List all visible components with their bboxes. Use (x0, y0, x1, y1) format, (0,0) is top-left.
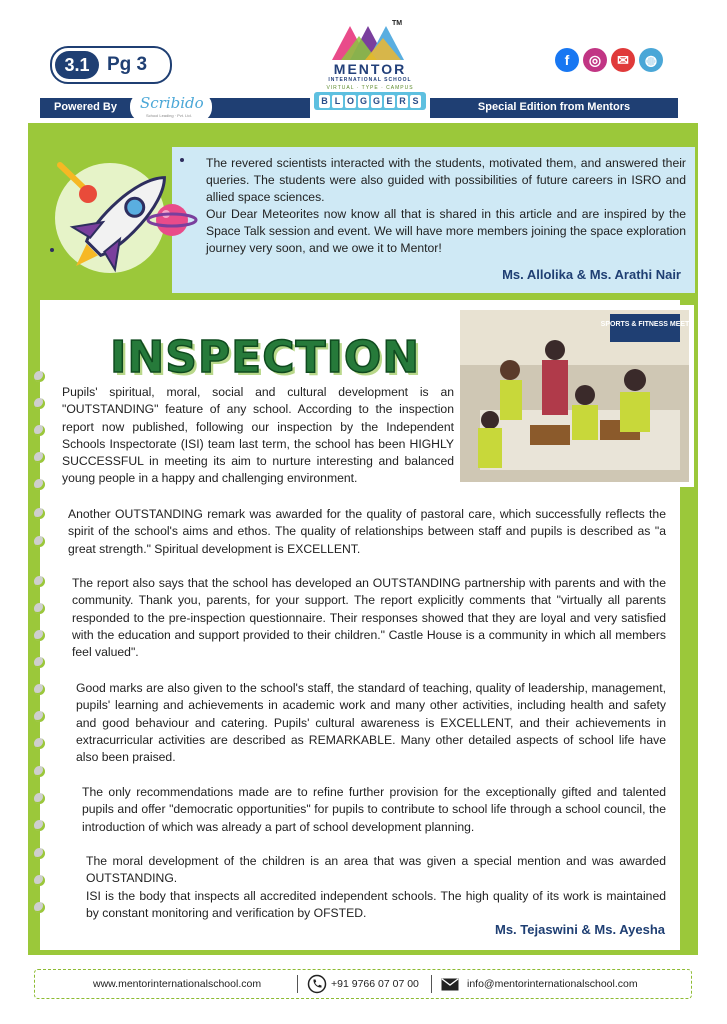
logo-tagline: VIRTUAL · TYPE · CAMPUS (326, 85, 414, 91)
binder-holes (30, 368, 52, 928)
space-talk-text (206, 155, 686, 257)
binder-hole (34, 738, 45, 749)
instagram-icon[interactable]: ◎ (583, 48, 607, 72)
binder-hole (34, 452, 45, 463)
binder-hole (34, 630, 45, 641)
paragraph-text: The only recommendations made are to refine further provision for the exceptionally gifted and talented pupils and offer "democratic opportunities" for pupils to contribute to school life through a school council, the introduction of which was already a part of school development planning. (82, 785, 666, 834)
binder-hole (34, 425, 45, 436)
edition-label: Special Edition from Mentors (477, 101, 631, 113)
binder-hole (34, 603, 45, 614)
binder-hole (34, 875, 45, 886)
logo-wordmark: MENTOR (333, 61, 407, 77)
paragraph-text: ISI is the body that inspects all accredited independent schools. The high quality of its work is maintained by constant monitoring and verification by OFSTED. (86, 888, 666, 920)
email-icon[interactable]: ✉ (611, 48, 635, 72)
paragraph-text: Good marks are also given to the school's staff, the standard of teaching, quality of leadership, management, pupils' learning and achievements in academic work and many other activities, including health and safety and good behaviour and catering. Pupils' cultural awareness is EXCELLENT, and their achievements in extracurricular activities are described as REMARKABLE. Many other detailed aspects of school life have also been praised. (76, 681, 666, 765)
scribido-logo (130, 92, 212, 122)
binder-hole (34, 657, 45, 668)
powered-by-label: Powered By (54, 101, 117, 113)
powered-by-bar (40, 94, 310, 118)
footer-divider (297, 975, 298, 993)
bloggers-letter: G (359, 95, 367, 106)
mentor-logo (310, 20, 430, 120)
inspection-author: Ms. Tejaswini & Ms. Ayesha (494, 922, 665, 937)
page-number: Pg 3 (107, 54, 148, 75)
inspection-paragraph-6 (86, 853, 666, 922)
bloggers-letter: S (410, 95, 421, 108)
social-links (555, 48, 663, 72)
scribido-wordmark: Scribido (140, 94, 204, 112)
space-paragraph-2: Our Dear Meteorites now know all that is shared in this article and are inspired by the Space Talk session and event. We will have more members joining the space exploration journey very soon, and we owe it to Mentor! (206, 207, 686, 255)
binder-hole (34, 820, 45, 831)
chess-photo (455, 305, 694, 487)
bloggers-letter: B (319, 95, 330, 108)
binder-hole (34, 508, 45, 519)
bloggers-letter: O (346, 95, 354, 106)
rocket-illustration-icon (32, 140, 202, 290)
binder-hole (34, 398, 45, 409)
issue-number: 3.1 (55, 51, 99, 79)
facebook-icon[interactable]: f (555, 48, 579, 72)
photo-sign: SPORTS & FITNESS MEET (600, 321, 689, 328)
inspection-paragraph-1 (62, 384, 454, 488)
binder-hole (34, 711, 45, 722)
footer-contact-bar (34, 969, 692, 999)
space-paragraph-1: The revered scientists interacted with the students, motivated them, and answered their queries. The students were also guided with possibilities of future careers in ISRO and allied space sciences. (206, 156, 686, 204)
inspection-paragraph-5 (82, 784, 666, 836)
email-address[interactable]: info@mentorinternationalschool.com (467, 978, 638, 990)
binder-hole (34, 536, 45, 547)
phone-icon (307, 974, 327, 994)
logo-subtitle: INTERNATIONAL SCHOOL (328, 77, 412, 83)
bloggers-letter: G (372, 95, 380, 106)
paragraph-text: Another OUTSTANDING remark was awarded for the quality of pastoral care, which successfully reflects the spirit of the school's aims and ethos. The quality of relationships between staff and pupils is described as "a great strength." Spiritual development is EXCELLENT. (68, 507, 666, 556)
binder-hole (34, 371, 45, 382)
binder-hole (34, 848, 45, 859)
footer-divider (431, 975, 432, 993)
binder-hole (34, 766, 45, 777)
bloggers-letter: E (384, 95, 395, 108)
inspection-paragraph-3 (72, 575, 666, 661)
paragraph-text: Pupils' spiritual, moral, social and cultural development is an "OUTSTANDING" feature of any school. According to the inspection report now published, following our inspection by the Independent Schools Inspectorate (ISI) team last term, the school has been HIGHLY SUCCESSFUL in meeting its aim to nurture interesting and balanced young people in a happy and challenging environment. (62, 385, 454, 486)
mail-icon (441, 978, 459, 991)
phone-number[interactable]: +91 9766 07 07 00 (331, 978, 419, 990)
scribido-tagline: School Leading · Pvt. Ltd. (146, 113, 192, 118)
website-link[interactable]: www.mentorinternationalschool.com (93, 978, 262, 990)
binder-hole (34, 793, 45, 804)
binder-hole (34, 479, 45, 490)
space-author: Ms. Allolika & Ms. Arathi Nair (502, 267, 681, 282)
bloggers-banner (314, 92, 426, 110)
chess-photo-image (460, 310, 689, 482)
edition-bar (430, 98, 678, 118)
paragraph-text: The report also says that the school has developed an OUTSTANDING partnership with parents and with the community. Thank you, parents, for your support. The report explicitly comments that "virtually all parents responded to the pre-inspection questionnaire. Their responses showed that they are loyal and very satisfied with the education and support provided to their children." Castle House is a community in which all members feel valued". (72, 576, 666, 660)
inspection-paragraph-2 (68, 506, 666, 558)
binder-hole (34, 684, 45, 695)
trademark: TM (392, 20, 403, 27)
inspection-title: INSPECTION (110, 332, 421, 383)
globe-icon[interactable]: ◍ (639, 48, 663, 72)
bloggers-letter: R (397, 95, 408, 108)
inspection-paragraph-4 (76, 680, 666, 766)
binder-hole (34, 902, 45, 913)
binder-hole (34, 576, 45, 587)
bloggers-letter: L (332, 95, 343, 108)
space-talk-box (172, 147, 695, 293)
logo-triangles-icon (310, 20, 430, 62)
paragraph-text: The moral development of the children is an area that was given a special mention and was awarded OUTSTANDING. (86, 854, 666, 886)
issue-badge (50, 46, 172, 84)
